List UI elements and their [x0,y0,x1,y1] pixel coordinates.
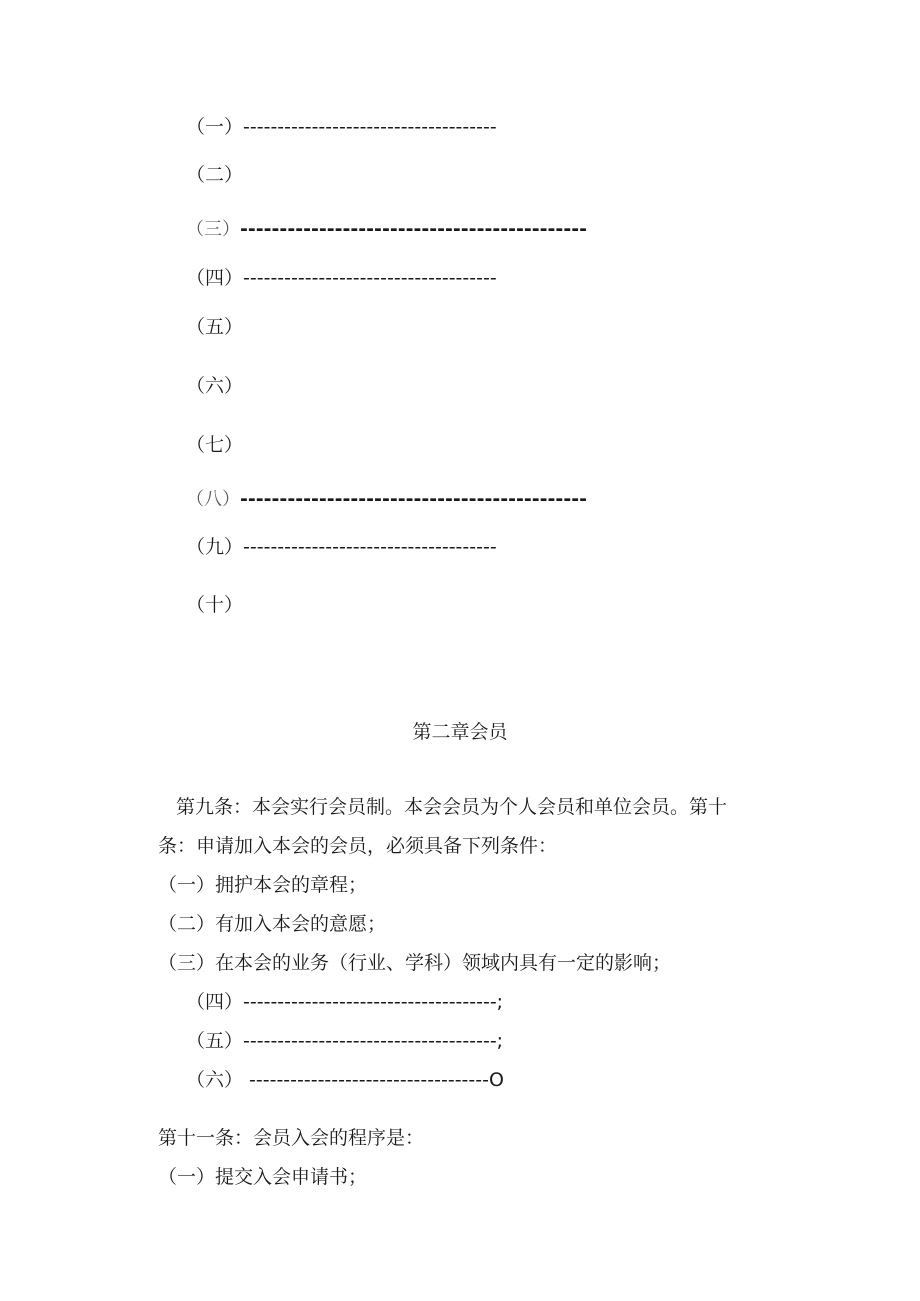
condition-4 [186,990,503,1014]
article-9-line-1: 第九条：本会实行会员制。本会会员为个人会员和单位会员。第十 [176,796,728,818]
list-label: （四） [186,267,244,289]
list-item-9 [186,535,497,559]
list-item-3 [186,217,587,242]
list-label: （五） [186,1030,244,1052]
list-item-5 [186,315,243,339]
list-label: （四） [186,991,244,1013]
dash-filler: -------------------------------------; [243,991,504,1013]
dash-filler: ------------------------------------- [243,116,497,138]
list-label: （九） [186,536,244,558]
dash-filler: ------------------------------------- [243,267,497,289]
list-label: （六） [186,1069,244,1091]
list-item-1 [186,115,497,139]
dash-filler: -------------------------------------------- [240,488,587,510]
condition-3: （三）在本会的业务（行业、学科）领域内具有一定的影响； [158,952,672,974]
list-item-6 [186,374,243,398]
dash-filler: ------------------------------------- [243,536,497,558]
chapter-title: 第二章会员 [412,721,508,743]
list-label: （十） [186,594,244,616]
list-label: （六） [186,375,244,397]
list-item-10 [186,593,243,617]
list-label: （一） [186,116,244,138]
article-9-line-2: 条：申请加入本会的会员，必须具备下列条件： [158,835,558,857]
condition-6 [186,1068,504,1092]
list-item-7 [186,433,243,457]
list-label: （五） [186,316,244,338]
list-label: （七） [186,434,244,456]
condition-2: （二）有加入本会的意愿； [158,913,387,935]
list-item-2 [186,163,243,187]
list-label: （二） [186,164,244,186]
condition-5 [186,1029,503,1053]
dash-filler: -----------------------------------O [249,1069,504,1091]
procedure-1: （一）提交入会申请书； [158,1166,368,1188]
list-label: （八） [186,489,240,510]
dash-filler: -------------------------------------; [243,1030,504,1052]
dash-filler: -------------------------------------------- [240,218,587,240]
list-item-4 [186,266,497,290]
article-11: 第十一条：会员入会的程序是： [158,1127,425,1149]
condition-1: （一）拥护本会的章程； [158,874,368,896]
list-label: （三） [186,219,240,240]
list-item-8 [186,487,587,512]
